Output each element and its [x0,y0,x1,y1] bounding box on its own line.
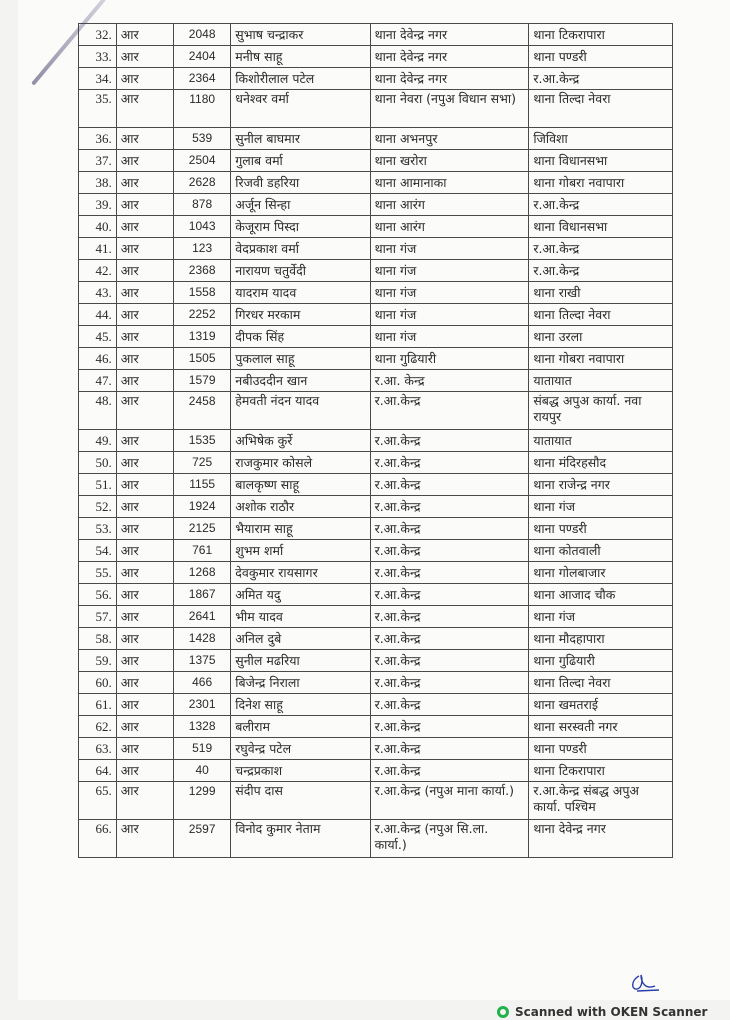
new-posting-cell: र.आ.केन्द्र [529,238,673,260]
badge-number-cell: 761 [174,540,231,562]
current-posting-cell: र.आ.केन्द्र [370,672,529,694]
rank-cell: आर [116,540,173,562]
badge-number-cell: 2252 [174,304,231,326]
table-row [79,782,673,820]
person-name-cell: दिनेश साहू [231,694,370,716]
rank-cell: आर [116,24,173,46]
new-posting-cell: थाना गोलबाजार [529,562,673,584]
table-row [79,518,673,540]
person-name-cell: सुभाष चन्द्राकर [231,24,370,46]
table-row [79,672,673,694]
serial-number-cell: 55. [79,562,117,584]
serial-number-cell: 65. [79,782,117,820]
person-name-cell: अर्जून सिन्हा [231,194,370,216]
badge-number-cell: 1505 [174,348,231,370]
badge-number-cell: 1375 [174,650,231,672]
rank-cell: आर [116,820,173,858]
new-posting-cell: जिविशा [529,128,673,150]
new-posting-cell: थाना मौदहापारा [529,628,673,650]
person-name-cell: अनिल दुबे [231,628,370,650]
rank-cell: आर [116,518,173,540]
serial-number-cell: 39. [79,194,117,216]
person-name-cell: पुकलाल साहू [231,348,370,370]
badge-number-cell: 466 [174,672,231,694]
badge-number-cell: 1043 [174,216,231,238]
current-posting-cell: थाना अभनपुर [370,128,529,150]
table-row [79,282,673,304]
person-name-cell: भैयाराम साहू [231,518,370,540]
rank-cell: आर [116,150,173,172]
serial-number-cell: 53. [79,518,117,540]
current-posting-cell: र.आ.केन्द्र [370,738,529,760]
current-posting-cell: थाना देवेन्द्र नगर [370,24,529,46]
table-row [79,496,673,518]
rank-cell: आर [116,584,173,606]
rank-cell: आर [116,672,173,694]
badge-number-cell: 2597 [174,820,231,858]
serial-number-cell: 46. [79,348,117,370]
new-posting-cell: थाना पण्डरी [529,46,673,68]
rank-cell: आर [116,562,173,584]
rank-cell: आर [116,172,173,194]
table-row [79,430,673,452]
new-posting-cell: थाना सरस्वती नगर [529,716,673,738]
table-row [79,260,673,282]
person-name-cell: भीम यादव [231,606,370,628]
new-posting-cell: थाना पण्डरी [529,518,673,540]
serial-number-cell: 63. [79,738,117,760]
rank-cell: आर [116,694,173,716]
new-posting-cell: थाना विधानसभा [529,216,673,238]
serial-number-cell: 34. [79,68,117,90]
current-posting-cell: थाना गंज [370,282,529,304]
new-posting-cell: थाना पण्डरी [529,738,673,760]
new-posting-cell: र.आ.केन्द्र [529,194,673,216]
current-posting-cell: र.आ. केन्द्र [370,370,529,392]
new-posting-cell: र.आ.केन्द्र [529,68,673,90]
new-posting-cell: थाना तिल्दा नेवरा [529,304,673,326]
current-posting-cell: र.आ.केन्द्र [370,452,529,474]
new-posting-cell: थाना गुढियारी [529,650,673,672]
table-row [79,238,673,260]
table-row [79,46,673,68]
serial-number-cell: 37. [79,150,117,172]
current-posting-cell: र.आ.केन्द्र [370,760,529,782]
current-posting-cell: र.आ.केन्द्र [370,606,529,628]
serial-number-cell: 33. [79,46,117,68]
person-name-cell: मनीष साहू [231,46,370,68]
serial-number-cell: 58. [79,628,117,650]
current-posting-cell: थाना गंज [370,260,529,282]
person-name-cell: चन्द्रप्रकाश [231,760,370,782]
new-posting-cell: थाना गंज [529,606,673,628]
serial-number-cell: 57. [79,606,117,628]
table-row [79,452,673,474]
serial-number-cell: 56. [79,584,117,606]
current-posting-cell: र.आ.केन्द्र [370,584,529,606]
rank-cell: आर [116,430,173,452]
current-posting-cell: र.आ.केन्द्र [370,650,529,672]
current-posting-cell: र.आ.केन्द्र [370,716,529,738]
badge-number-cell: 1558 [174,282,231,304]
oken-logo-icon [497,1006,509,1018]
scanner-watermark [497,1003,707,1020]
person-name-cell: वेदप्रकाश वर्मा [231,238,370,260]
current-posting-cell: र.आ.केन्द्र [370,628,529,650]
table-row [79,562,673,584]
table-row [79,716,673,738]
new-posting-cell: थाना टिकरापारा [529,760,673,782]
new-posting-cell: थाना तिल्दा नेवरा [529,672,673,694]
current-posting-cell: र.आ.केन्द्र [370,540,529,562]
current-posting-cell: थाना देवेन्द्र नगर [370,68,529,90]
badge-number-cell: 1328 [174,716,231,738]
serial-number-cell: 54. [79,540,117,562]
new-posting-cell: थाना गोबरा नवापारा [529,348,673,370]
person-name-cell: किशोरीलाल पटेल [231,68,370,90]
badge-number-cell: 519 [174,738,231,760]
person-name-cell: देवकुमार रायसागर [231,562,370,584]
person-name-cell: गुलाब वर्मा [231,150,370,172]
badge-number-cell: 1579 [174,370,231,392]
person-name-cell: नबीउददीन खान [231,370,370,392]
badge-number-cell: 1268 [174,562,231,584]
badge-number-cell: 1180 [174,90,231,128]
table-row [79,172,673,194]
person-name-cell: हेमवती नंदन यादव [231,392,370,430]
table-row [79,628,673,650]
serial-number-cell: 32. [79,24,117,46]
person-name-cell: यादराम यादव [231,282,370,304]
table-row [79,24,673,46]
rank-cell: आर [116,90,173,128]
table-row [79,90,673,128]
badge-number-cell: 2628 [174,172,231,194]
transfer-list-table [78,23,673,858]
new-posting-cell: थाना गंज [529,496,673,518]
rank-cell: आर [116,260,173,282]
serial-number-cell: 50. [79,452,117,474]
badge-number-cell: 2301 [174,694,231,716]
badge-number-cell: 1428 [174,628,231,650]
serial-number-cell: 61. [79,694,117,716]
serial-number-cell: 60. [79,672,117,694]
new-posting-cell: थाना राखी [529,282,673,304]
badge-number-cell: 1155 [174,474,231,496]
current-posting-cell: थाना आरंग [370,216,529,238]
person-name-cell: संदीप दास [231,782,370,820]
serial-number-cell: 52. [79,496,117,518]
person-name-cell: रिजवी डहरिया [231,172,370,194]
person-name-cell: नारायण चतुर्वेदी [231,260,370,282]
rank-cell: आर [116,650,173,672]
rank-cell: आर [116,68,173,90]
person-name-cell: राजकुमार कोसले [231,452,370,474]
current-posting-cell: र.आ.केन्द्र [370,518,529,540]
current-posting-cell: थाना गुढियारी [370,348,529,370]
rank-cell: आर [116,392,173,430]
current-posting-cell: थाना देवेन्द्र नगर [370,46,529,68]
serial-number-cell: 43. [79,282,117,304]
new-posting-cell: थाना तिल्दा नेवरा [529,90,673,128]
serial-number-cell: 47. [79,370,117,392]
current-posting-cell: थाना गंज [370,304,529,326]
new-posting-cell: थाना कोतवाली [529,540,673,562]
new-posting-cell: यातायात [529,370,673,392]
current-posting-cell: र.आ.केन्द्र [370,474,529,496]
current-posting-cell: र.आ.केन्द्र [370,562,529,584]
badge-number-cell: 2364 [174,68,231,90]
rank-cell: आर [116,628,173,650]
person-name-cell: बालकृष्ण साहू [231,474,370,496]
table-row [79,68,673,90]
badge-number-cell: 878 [174,194,231,216]
rank-cell: आर [116,238,173,260]
table-row [79,150,673,172]
person-name-cell: धनेश्वर वर्मा [231,90,370,128]
table-row [79,128,673,150]
person-name-cell: अमित यदु [231,584,370,606]
badge-number-cell: 2048 [174,24,231,46]
table-row [79,326,673,348]
serial-number-cell: 48. [79,392,117,430]
rank-cell: आर [116,282,173,304]
table-row [79,370,673,392]
new-posting-cell: थाना गोबरा नवापारा [529,172,673,194]
rank-cell: आर [116,194,173,216]
badge-number-cell: 1924 [174,496,231,518]
current-posting-cell: थाना नेवरा (नपुअ विधान सभा) [370,90,529,128]
new-posting-cell: थाना टिकरापारा [529,24,673,46]
rank-cell: आर [116,606,173,628]
signature [625,972,665,994]
badge-number-cell: 1319 [174,326,231,348]
badge-number-cell: 2641 [174,606,231,628]
person-name-cell: अभिषेक कुर्रे [231,430,370,452]
person-name-cell: अशोक राठौर [231,496,370,518]
new-posting-cell: थाना विधानसभा [529,150,673,172]
serial-number-cell: 62. [79,716,117,738]
new-posting-cell: थाना उरला [529,326,673,348]
table-row [79,738,673,760]
person-name-cell: गिरधर मरकाम [231,304,370,326]
current-posting-cell: र.आ.केन्द्र [370,694,529,716]
badge-number-cell: 1867 [174,584,231,606]
table-row [79,216,673,238]
table-body [79,24,673,858]
badge-number-cell: 2125 [174,518,231,540]
person-name-cell: शुभम शर्मा [231,540,370,562]
current-posting-cell: र.आ.केन्द्र (नपुअ सि.ला. कार्या.) [370,820,529,858]
badge-number-cell: 40 [174,760,231,782]
serial-number-cell: 42. [79,260,117,282]
person-name-cell: दीपक सिंह [231,326,370,348]
current-posting-cell: थाना खरोरा [370,150,529,172]
serial-number-cell: 41. [79,238,117,260]
badge-number-cell: 2504 [174,150,231,172]
rank-cell: आर [116,326,173,348]
person-name-cell: सुनील बाघमार [231,128,370,150]
badge-number-cell: 539 [174,128,231,150]
serial-number-cell: 36. [79,128,117,150]
person-name-cell: रघुवेन्द्र पटेल [231,738,370,760]
serial-number-cell: 64. [79,760,117,782]
current-posting-cell: र.आ.केन्द्र [370,496,529,518]
rank-cell: आर [116,216,173,238]
badge-number-cell: 1299 [174,782,231,820]
person-name-cell: केजूराम पिस्दा [231,216,370,238]
current-posting-cell: थाना आमानाका [370,172,529,194]
serial-number-cell: 35. [79,90,117,128]
table-row [79,694,673,716]
rank-cell: आर [116,760,173,782]
serial-number-cell: 40. [79,216,117,238]
person-name-cell: बलीराम [231,716,370,738]
table-row [79,760,673,782]
serial-number-cell: 66. [79,820,117,858]
badge-number-cell: 2458 [174,392,231,430]
new-posting-cell: थाना देवेन्द्र नगर [529,820,673,858]
rank-cell: आर [116,46,173,68]
table-row [79,304,673,326]
table-row [79,584,673,606]
serial-number-cell: 44. [79,304,117,326]
rank-cell: आर [116,782,173,820]
table-row [79,606,673,628]
rank-cell: आर [116,128,173,150]
person-name-cell: विनोद कुमार नेताम [231,820,370,858]
table-row [79,194,673,216]
rank-cell: आर [116,474,173,496]
badge-number-cell: 725 [174,452,231,474]
new-posting-cell: थाना खमतराई [529,694,673,716]
badge-number-cell: 123 [174,238,231,260]
rank-cell: आर [116,452,173,474]
rank-cell: आर [116,496,173,518]
new-posting-cell: र.आ.केन्द्र [529,260,673,282]
person-name-cell: बिजेन्द्र निराला [231,672,370,694]
new-posting-cell: थाना मंदिरहसौद [529,452,673,474]
current-posting-cell: र.आ.केन्द्र [370,430,529,452]
rank-cell: आर [116,716,173,738]
table-row [79,392,673,430]
current-posting-cell: र.आ.केन्द्र (नपुअ माना कार्या.) [370,782,529,820]
serial-number-cell: 49. [79,430,117,452]
current-posting-cell: थाना गंज [370,238,529,260]
person-name-cell: सुनील मढरिया [231,650,370,672]
badge-number-cell: 2368 [174,260,231,282]
new-posting-cell: थाना राजेन्द्र नगर [529,474,673,496]
rank-cell: आर [116,304,173,326]
table-row [79,474,673,496]
new-posting-cell: र.आ.केन्द्र संबद्ध अपुअ कार्या. पश्चिम [529,782,673,820]
table-row [79,348,673,370]
table-row [79,540,673,562]
rank-cell: आर [116,348,173,370]
new-posting-cell: संबद्ध अपुअ कार्या. नवा रायपुर [529,392,673,430]
current-posting-cell: र.आ.केन्द्र [370,392,529,430]
serial-number-cell: 59. [79,650,117,672]
table-row [79,650,673,672]
serial-number-cell: 45. [79,326,117,348]
current-posting-cell: थाना गंज [370,326,529,348]
rank-cell: आर [116,738,173,760]
badge-number-cell: 2404 [174,46,231,68]
scanner-text: Scanned with OKEN Scanner [515,1004,708,1019]
serial-number-cell: 38. [79,172,117,194]
new-posting-cell: यातायात [529,430,673,452]
serial-number-cell: 51. [79,474,117,496]
new-posting-cell: थाना आजाद चौक [529,584,673,606]
rank-cell: आर [116,370,173,392]
current-posting-cell: थाना आरंग [370,194,529,216]
table-row [79,820,673,858]
badge-number-cell: 1535 [174,430,231,452]
